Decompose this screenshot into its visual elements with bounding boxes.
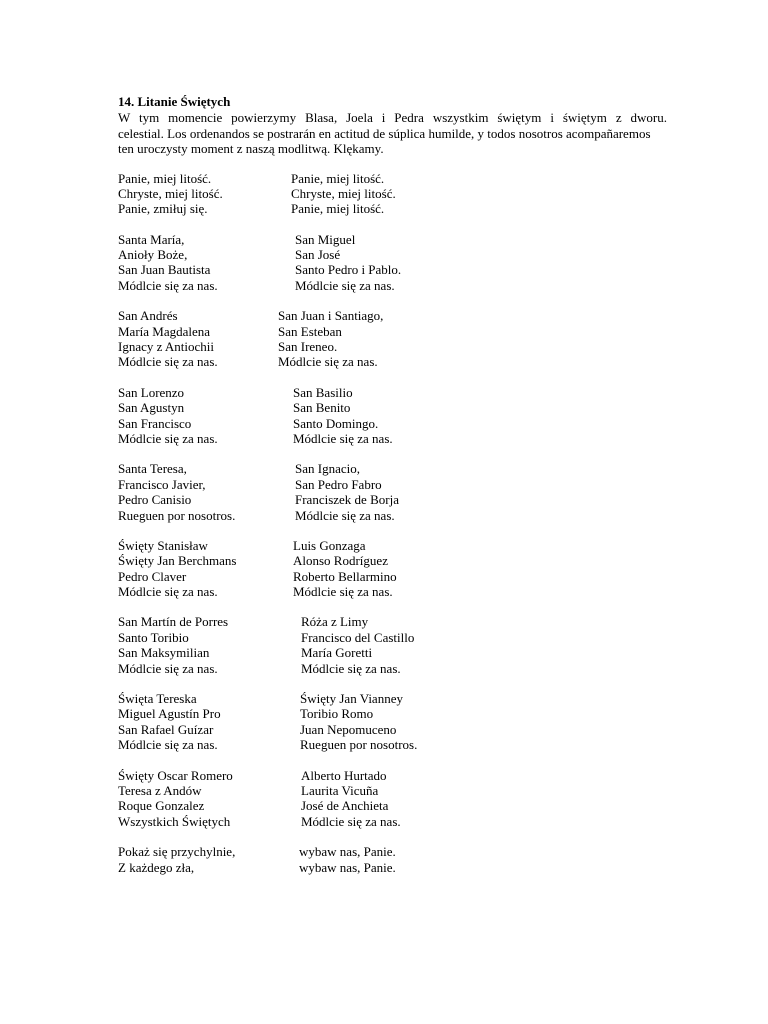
litany-row — [118, 461, 698, 476]
invocation-text: Teresa z Andów — [118, 783, 202, 798]
litany-row — [118, 798, 698, 813]
litany-stanza — [118, 614, 698, 676]
invocation-text: María Magdalena — [118, 323, 211, 339]
litany-stanza — [118, 308, 698, 370]
litany-row — [118, 339, 698, 354]
litany-row — [118, 186, 698, 201]
litany-row — [118, 706, 698, 721]
intro-line: ten uroczysty moment z naszą modlitwą. Klękamy. — [118, 141, 384, 156]
invocation-text: Anioły Boże, — [118, 247, 188, 263]
invocation-text: Panie, zmiłuj się. — [118, 201, 208, 217]
litany-row — [118, 308, 698, 323]
response-text: Módlcie się za nas. — [293, 584, 393, 600]
response-text: Módlcie się za nas. — [301, 660, 401, 676]
response-text: Rueguen por nosotros. — [300, 737, 418, 753]
litany-row — [118, 768, 698, 783]
response-text: San Benito — [293, 400, 351, 416]
response-text: Chryste, miej litość. — [291, 185, 396, 201]
response-text: wybaw nas, Panie. — [299, 844, 396, 860]
response-text: San Miguel — [295, 231, 356, 247]
response-text: Módlcie się za nas. — [278, 354, 378, 370]
litany-row — [118, 691, 698, 706]
litany-row — [118, 630, 698, 645]
intro-line: celestial. Los ordenandos se postrarán en actitud de súplica humilde, y todos nosotros acompañaremos — [118, 125, 651, 141]
litany-row — [118, 324, 698, 339]
response-text: Alberto Hurtado — [301, 767, 387, 783]
litany-row — [118, 783, 698, 798]
invocation-text: Rueguen por nosotros. — [118, 507, 236, 523]
litany-row — [118, 477, 698, 492]
litany-row — [118, 722, 698, 737]
invocation-text: Módlcie się za nas. — [118, 660, 218, 676]
litany-row — [118, 171, 698, 186]
invocation-text: Francisco Javier, — [118, 476, 206, 492]
response-text: Roberto Bellarmino — [293, 568, 397, 584]
litany-row — [118, 278, 698, 293]
response-text: San Juan i Santiago, — [278, 308, 384, 324]
invocation-text: Miguel Agustín Pro — [118, 706, 221, 722]
litany-row — [118, 508, 698, 523]
litany-row — [118, 737, 698, 752]
litany-row — [118, 247, 698, 262]
invocation-text: Panie, miej litość. — [118, 170, 212, 186]
intro-paragraph — [118, 110, 698, 157]
litany-row — [118, 844, 698, 859]
litany-row — [118, 645, 698, 660]
invocation-text: Módlcie się za nas. — [118, 584, 218, 600]
invocation-text: Wszystkich Świętych — [118, 813, 231, 829]
litany-row — [118, 584, 698, 599]
litany-row — [118, 814, 698, 829]
response-text: Panie, miej litość. — [291, 170, 385, 186]
response-text: Święty Jan Vianney — [300, 691, 403, 707]
litany-row — [118, 860, 698, 875]
litany-stanza — [118, 691, 698, 753]
intro-line: W tym momencie powierzymy Blasa, Joela i Pedra wszystkim świętym i świętym z dworu. — [118, 110, 667, 125]
response-text: Franciszek de Borja — [295, 492, 399, 508]
litany-stanza — [118, 461, 698, 523]
response-text: Róża z Limy — [301, 614, 369, 630]
invocation-text: Módlcie się za nas. — [118, 737, 218, 753]
invocation-text: Santa María, — [118, 231, 185, 247]
litany-row — [118, 416, 698, 431]
litany-stanza — [118, 768, 698, 830]
litany-row — [118, 431, 698, 446]
response-text: Módlcie się za nas. — [301, 813, 401, 829]
litany-stanza — [118, 538, 698, 600]
response-text: Juan Nepomuceno — [300, 721, 397, 737]
invocation-text: Módlcie się za nas. — [118, 354, 218, 370]
invocation-text: Z każdego zła, — [118, 859, 195, 875]
response-text: Módlcie się za nas. — [295, 507, 395, 523]
litany-stanza — [118, 171, 698, 217]
litany-stanza — [118, 385, 698, 447]
response-text: wybaw nas, Panie. — [299, 859, 396, 875]
document-page — [118, 94, 698, 875]
litany-stanzas — [118, 171, 698, 875]
invocation-text: Święty Oscar Romero — [118, 767, 233, 783]
response-text: José de Anchieta — [301, 798, 389, 814]
invocation-text: San Maksymilian — [118, 645, 210, 661]
litany-row — [118, 569, 698, 584]
response-text: San Basilio — [293, 384, 353, 400]
response-text: Luis Gonzaga — [293, 537, 366, 553]
response-text: Módlcie się za nas. — [295, 277, 395, 293]
invocation-text: Pedro Claver — [118, 568, 187, 584]
response-text: Alonso Rodríguez — [293, 553, 388, 569]
litany-row — [118, 354, 698, 369]
litany-stanza — [118, 844, 698, 875]
invocation-text: Święty Stanisław — [118, 537, 208, 553]
invocation-text: San Lorenzo — [118, 384, 185, 400]
litany-row — [118, 232, 698, 247]
invocation-text: Ignacy z Antiochii — [118, 339, 215, 355]
response-text: Módlcie się za nas. — [293, 430, 393, 446]
litany-stanza — [118, 232, 698, 294]
invocation-text: San Rafael Guízar — [118, 721, 214, 737]
response-text: María Goretti — [301, 645, 373, 661]
invocation-text: San Francisco — [118, 415, 192, 431]
invocation-text: Pokaż się przychylnie, — [118, 844, 236, 860]
invocation-text: Módlcie się za nas. — [118, 430, 218, 446]
invocation-text: San Juan Bautista — [118, 262, 211, 278]
section-title: 14. Litanie Świętych — [118, 94, 231, 109]
litany-row — [118, 201, 698, 216]
invocation-text: Święty Jan Berchmans — [118, 553, 237, 569]
response-text: San Ignacio, — [295, 461, 360, 477]
invocation-text: Santo Toribio — [118, 629, 189, 645]
invocation-text: Pedro Canisio — [118, 492, 192, 508]
response-text: Toribio Romo — [300, 706, 374, 722]
invocation-text: Módlcie się za nas. — [118, 277, 218, 293]
response-text: San Esteban — [278, 323, 342, 339]
response-text: Santo Domingo. — [293, 415, 379, 431]
response-text: San José — [295, 247, 341, 263]
invocation-text: Święta Tereska — [118, 691, 197, 707]
response-text: Santo Pedro i Pablo. — [295, 262, 402, 278]
response-text: Francisco del Castillo — [301, 629, 415, 645]
invocation-text: Santa Teresa, — [118, 461, 187, 477]
invocation-text: San Martín de Porres — [118, 614, 229, 630]
litany-row — [118, 661, 698, 676]
response-text: San Pedro Fabro — [295, 476, 382, 492]
litany-row — [118, 492, 698, 507]
litany-row — [118, 400, 698, 415]
litany-row — [118, 553, 698, 568]
litany-row — [118, 614, 698, 629]
invocation-text: San Agustyn — [118, 400, 185, 416]
response-text: Laurita Vicuña — [301, 783, 379, 798]
invocation-text: Chryste, miej litość. — [118, 185, 223, 201]
litany-row — [118, 538, 698, 553]
response-text: Panie, miej litość. — [291, 201, 385, 217]
litany-row — [118, 262, 698, 277]
invocation-text: Roque Gonzalez — [118, 798, 205, 814]
response-text: San Ireneo. — [278, 339, 338, 355]
invocation-text: San Andrés — [118, 308, 178, 324]
litany-row — [118, 385, 698, 400]
